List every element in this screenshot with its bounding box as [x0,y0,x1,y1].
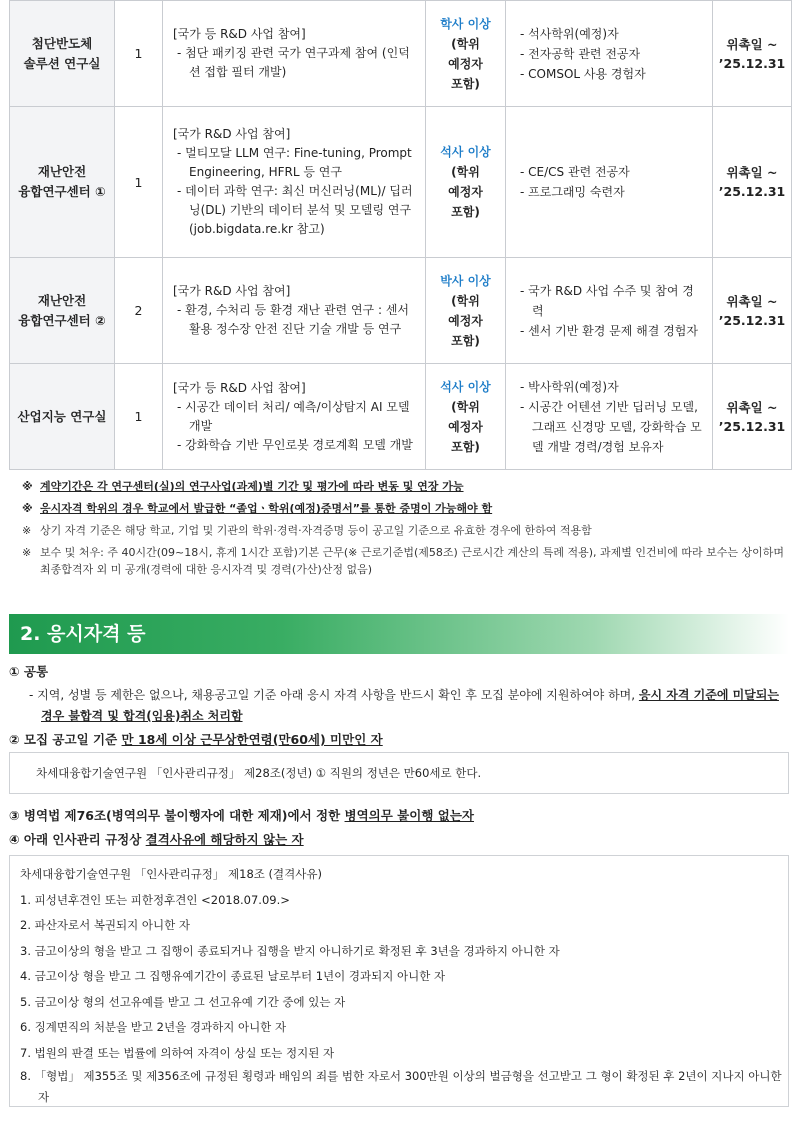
note-text: 응시자격 학위의 경우 학교에서 발급한 “졸업ㆍ학위(예정)증명서”를 통한 증명이 가능해야 함 [40,502,493,515]
age-regulation-text: 차세대융합기술연구원 「인사관리규정」 제28조(정년) ① 직원의 정년은 만60세로 한다. [36,766,482,780]
term-line: 위촉일 ~ [726,293,778,309]
section-header-bar [9,614,789,654]
duty-header: [국가 R&D 사업 참여] [173,127,291,141]
section-title: 2. 응시자격 등 [20,623,146,645]
list-item: 8. 「형법」 제355조 및 제356조에 규정된 횡령과 배임의 죄를 범한 자로서 300만원 이상의 벌금형을 선고받고 그 형이 확정된 후 2년이 지나지 아니한 자 [20,1069,782,1104]
term-line: ’25.12.31 [718,55,786,71]
lab-name-line: 첨단반도체 [31,35,93,51]
lab-name-line: 솔루션 연구실 [23,55,101,71]
note-text: 보수 및 처우: 주 40시간(09~18시, 휴게 1시간 포함)기본 근무(※ 근로기준법(제58조) 근로시간 계산의 특례 적용), 과제별 인건비에 따라 보수는 상이하며 최종합격자 외 미 공개(경력에 대한 응시자격 및 경력(가산)산정 없음) [40,546,784,576]
note-mark: ※ [22,480,33,493]
duty-item: - 첨단 패키징 관련 국가 연구과제 참여 (인덕션 접합 필터 개발) [177,46,410,79]
headcount-cell: 1 [115,1,163,107]
military-section [9,806,789,826]
preferred-cell [506,107,713,258]
degree-note: (학위 [451,293,480,308]
preferred-item: - COMSOL 사용 경험자 [520,66,646,81]
age-heading: ② 모집 공고일 기준 만 18세 이상 근무상한연령(만60세) 미만인 자 [9,732,383,747]
headcount-cell: 2 [115,258,163,364]
note-item [22,500,788,517]
degree-cell [426,107,506,258]
term-cell [713,364,792,470]
list-item: 4. 금고이상 형을 받고 그 집행유예기간이 종료된 날로부터 1년이 경과되지 아니한 자 [20,969,446,983]
duty-cell [163,1,426,107]
preferred-item: - 박사학위(예정)자 [520,379,619,394]
duty-item: - 환경, 수처리 등 환경 재난 관련 연구 : 센서 활용 정수장 안전 진단 기술 개발 등 연구 [177,303,410,336]
lab-name-line: 재난안전 [37,292,87,308]
duty-cell [163,258,426,364]
duty-header: [국가 등 R&D 사업 참여] [173,27,306,41]
disqualification-requirement: 결격사유에 해당하지 않는 자 [145,832,304,847]
age-section [9,730,789,750]
age-regulation-box [9,752,789,794]
term-line: ’25.12.31 [718,184,786,199]
note-mark: ※ [22,524,32,537]
list-item: 6. 징계면직의 처분을 받고 2년을 경과하지 아니한 자 [20,1020,287,1034]
lab-name-cell [10,364,115,470]
degree-cell [426,258,506,364]
common-text: - 지역, 성별 등 제한은 없으나, 채용공고일 기준 아래 응시 자격 사항을 반드시 확인 후 모집 분야에 지원하여야 하며, [29,688,639,702]
duty-item: - 데이터 과학 연구: 최신 머신러닝(ML)/ 딥러닝(DL) 기반의 데이터 분석 및 모델링 연구 (job.bigdata.re.kr 참고) [177,184,413,236]
duty-cell [163,364,426,470]
degree-level: 석사 이상 [440,145,491,159]
age-requirement: 만 18세 이상 근무상한연령(만60세) 미만인 자 [121,732,383,747]
term-line: ’25.12.31 [718,312,786,328]
list-item: 1. 피성년후견인 또는 피한정후견인 <2018.07.09.> [20,892,290,907]
degree-note: 포함) [451,333,480,348]
lab-name-line: 재난안전 [37,164,87,179]
note-text: 상기 자격 기준은 해당 학교, 기업 및 기관의 학위·경력·자격증명 등이 공고일 기준으로 유효한 경우에 한하여 적용함 [40,524,592,537]
lab-name-line: 융합연구센터 ① [18,184,106,199]
degree-level: 학사 이상 [440,16,491,31]
disqualification-heading: ④ 아래 인사관리 규정상 결격사유에 해당하지 않는 자 [9,832,304,847]
degree-note: 포함) [451,205,480,219]
degree-cell [426,364,506,470]
table-row [10,258,792,364]
list-item: 2. 파산자로서 복권되지 아니한 자 [20,918,191,932]
degree-note: 포함) [451,76,480,91]
note-item [22,522,788,539]
table-row [10,107,792,258]
term-cell [713,1,792,107]
preferred-cell [506,258,713,364]
term-line: 위촉일 ~ [726,165,778,180]
duty-item: - 멀티모달 LLM 연구: Fine-tuning, Prompt Engineering, HFRL 등 연구 [177,146,412,179]
military-requirement: 병역의무 불이행 없는자 [344,808,474,823]
disqualification-regulation-box [9,855,789,1107]
preferred-item: - CE/CS 관련 전공자 [520,165,630,179]
term-line: ’25.12.31 [718,418,786,434]
note-item [22,544,788,578]
preferred-item: - 전자공학 관련 전공자 [520,46,641,61]
note-text: 계약기간은 각 연구센터(실)의 연구사업(과제)별 기간 및 평가에 따라 변동 및 연장 가능 [40,480,464,493]
list-item: 3. 금고이상의 형을 받고 그 집행이 종료되거나 집행을 받지 아니하기로 확정된 후 3년을 경과하지 아니한 자 [20,943,560,958]
lab-name-cell [10,258,115,364]
degree-note: (학위 [451,165,480,179]
duty-cell [163,107,426,258]
common-heading: ① 공통 [9,664,49,679]
common-warning: 응시 자격 기준에 미달되는 경우 불합격 및 합격(임용)취소 처리함 [41,688,779,723]
degree-note: 예정자 [448,313,483,328]
degree-note: 예정자 [448,185,483,199]
list-item: 5. 금고이상 형의 선고유예를 받고 그 선고유예 기간 중에 있는 자 [20,994,346,1009]
preferred-cell [506,1,713,107]
recruitment-table [9,0,792,470]
lab-name-cell [10,1,115,107]
note-mark: ※ [22,546,32,559]
preferred-item: - 프로그래밍 숙련자 [520,185,625,199]
preferred-item: - 시공간 어텐션 기반 딥러닝 모델, 그래프 신경망 모델, 강화학습 모델 개발 경력/경험 보유자 [520,399,702,454]
degree-note: 포함) [451,439,480,454]
regulation-title: 차세대융합기술연구원 「인사관리규정」 제18조 (결격사유) [20,867,322,881]
preferred-item: - 센서 기반 환경 문제 해결 경험자 [520,323,698,338]
term-cell [713,107,792,258]
lab-name-line: 융합연구센터 ② [18,312,106,328]
duty-header: [국가 R&D 사업 참여] [173,284,291,298]
note-item [22,478,788,495]
degree-note: (학위 [451,36,480,51]
term-line: 위촉일 ~ [726,399,778,415]
headcount-cell: 1 [115,107,163,258]
headcount-cell: 1 [115,364,163,470]
degree-note: 예정자 [448,419,483,434]
duty-item: - 강화학습 기반 무인로봇 경로계획 모델 개발 [177,437,413,452]
table-row [10,1,792,107]
degree-note: 예정자 [448,56,483,71]
degree-cell [426,1,506,107]
table-row [10,364,792,470]
duty-header: [국가 등 R&D 사업 참여] [173,380,306,395]
lab-name-line: 산업지능 연구실 [17,408,107,424]
preferred-item: - 석사학위(예정)자 [520,26,619,41]
note-mark: ※ [22,502,33,515]
degree-level: 석사 이상 [440,379,491,394]
preferred-cell [506,364,713,470]
common-section [9,662,789,727]
disqualification-section [9,830,789,850]
term-line: 위촉일 ~ [726,36,778,52]
duty-item: - 시공간 데이터 처리/ 예측/이상탐지 AI 모델 개발 [177,399,410,433]
common-description [9,685,789,727]
list-item: 7. 법원의 판결 또는 법률에 의하여 자격이 상실 또는 정지된 자 [20,1045,335,1060]
preferred-item: - 국가 R&D 사업 수주 및 참여 경력 [520,283,694,318]
lab-name-cell [10,107,115,258]
degree-level: 박사 이상 [440,273,491,288]
term-cell [713,258,792,364]
military-heading: ③ 병역법 제76조(병역의무 불이행자에 대한 제재)에서 정한 병역의무 불이행 없는자 [9,808,474,823]
degree-note: (학위 [451,399,480,414]
notes-list [22,478,788,583]
